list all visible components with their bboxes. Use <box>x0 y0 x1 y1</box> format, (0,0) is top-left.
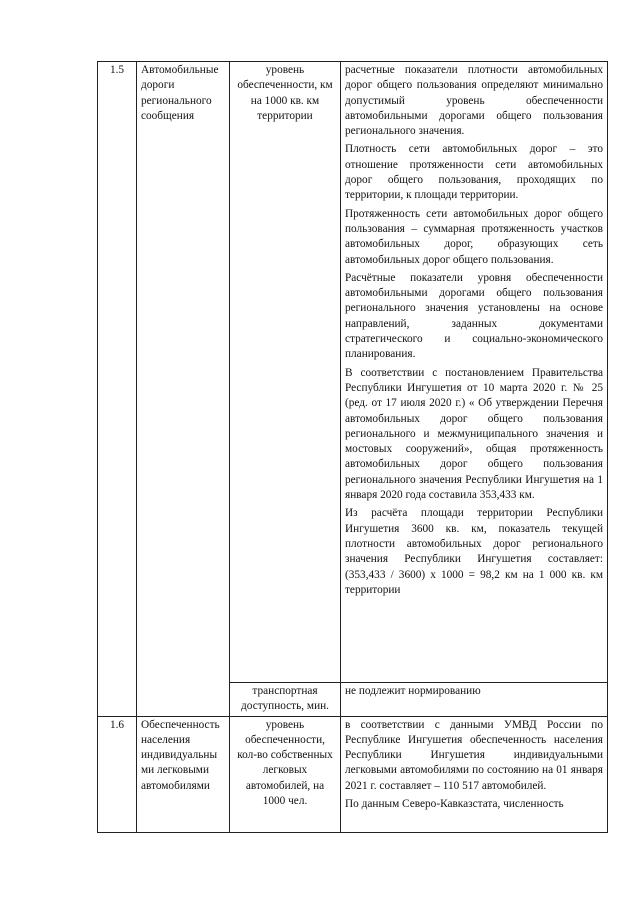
value-paragraph: Расчётные показатели уровня обеспеченности автомобильными дорогами общего пользования регионального значения установлены на основе направлений, заданных документами стратегического и социально-экономического планирования. <box>345 271 603 361</box>
value-paragraph: в соответствии с данными УМВД России по Республике Ингушетия обеспеченность населения Республики Ингушетия индивидуальными легковыми автомобилями по состоянию на 01 января 2021 г. составляет – 110 517 автомобилей. <box>345 718 603 792</box>
indicator-cell: уровень обеспеченности, кол-во собственных легковых автомобилей, на 1000 чел. <box>230 716 341 832</box>
value-paragraph: Плотность сети автомобильных дорог – это отношение протяженности сети автомобильных дорог общего пользования, проходящих по территории, к площади территории. <box>345 143 603 202</box>
value-cell <box>341 683 608 717</box>
row-name: Автомобильные дороги регионального сообщения <box>137 62 230 717</box>
row-number: 1.6 <box>98 716 137 832</box>
row-number: 1.5 <box>98 62 137 717</box>
indicator-cell: уровень обеспеченности, км на 1000 кв. км территории <box>230 62 341 683</box>
table-row <box>98 62 608 683</box>
row-name: Обеспеченность населения индивидуальны ми легковыми автомобилями <box>137 716 230 832</box>
value-paragraph: По данным Северо-Кавказстата, численность <box>345 798 564 811</box>
value-paragraph: Из расчёта площади территории Республики Ингушетия 3600 кв. км, показатель текущей плотности автомобильных дорог регионального значения Республики Ингушетия составляет: (353,433 / 3600) х 1000 = 98,2 км на 1 000 кв. км территории <box>345 507 603 596</box>
value-paragraph: В соответствии с постановлением Правительства Республики Ингушетия от 10 марта 2020 г. № 25 (ред. от 17 июля 2020 г.) « Об утверждении Перечня автомобильных дорог общего пользования регионального и межмуниципального значения и мостовых сооружений», общая протяженность автомобильных дорог общего пользования регионального значения Республики Ингушетия на 1 января 2020 года составила 353,433 км. <box>345 366 603 502</box>
norms-table <box>97 61 608 833</box>
value-cell <box>341 716 608 832</box>
value-cell <box>341 62 608 683</box>
value-paragraph: расчетные показатели плотности автомобильных дорог общего пользования определяют минимально допустимый уровень обеспеченности автомобильными дорогами общего пользования регионального значения. <box>345 64 603 138</box>
value-paragraph: не подлежит нормированию <box>345 685 481 697</box>
indicator-cell: транспортная доступность, мин. <box>230 683 341 717</box>
table-row <box>98 716 608 832</box>
value-paragraph: Протяженность сети автомобильных дорог общего пользования – суммарная протяженность участков автомобильных дорог, образующих сеть автомобильных дорог общего пользования. <box>345 207 603 266</box>
